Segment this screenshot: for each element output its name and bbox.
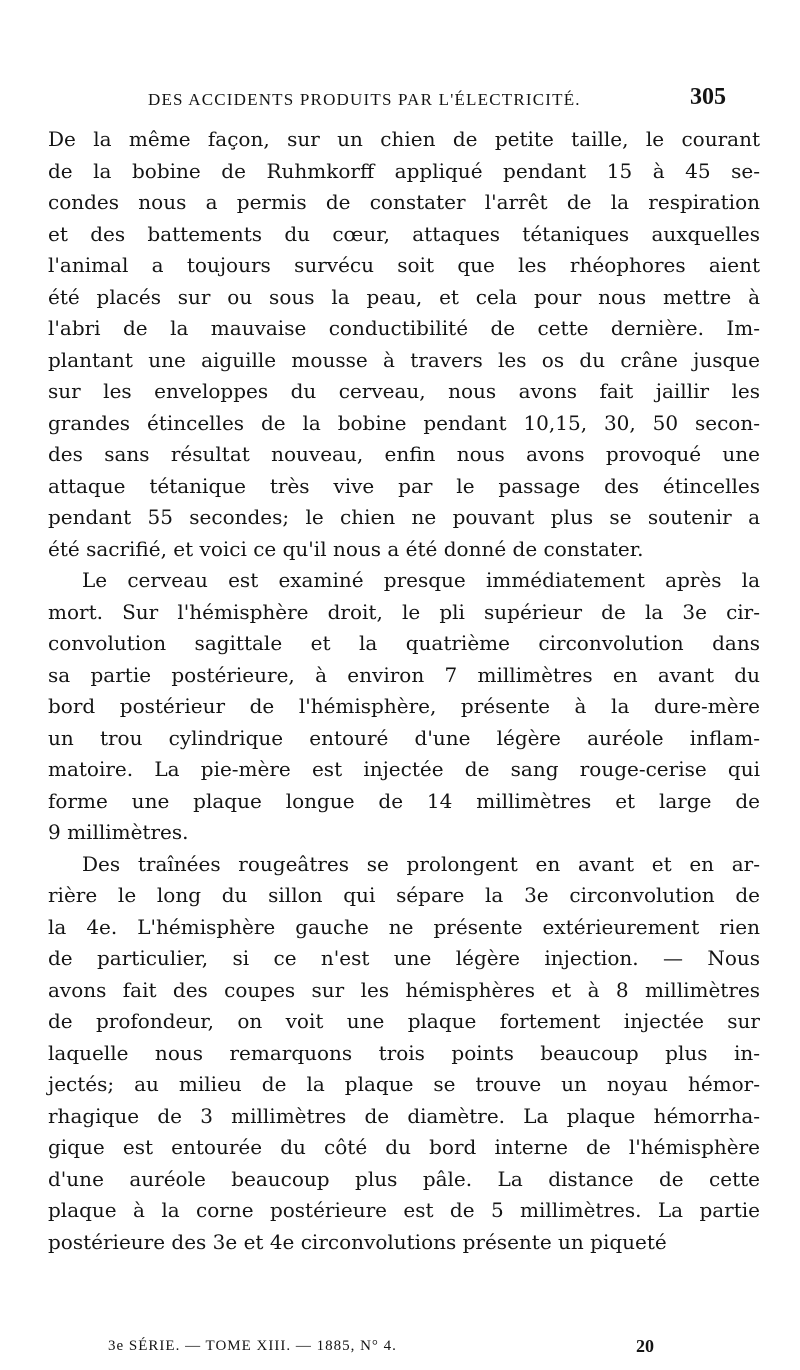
- text-line: de profondeur, on voit une plaque fortement injectée sur: [48, 1009, 760, 1033]
- text-line: laquelle nous remarquons trois points beaucoup plus in-: [48, 1040, 760, 1065]
- page-footer: [0, 1338, 800, 1362]
- text-line: de particulier, si ce n'est une légère injection. — Nous: [48, 946, 760, 970]
- page-number: 305: [690, 84, 726, 110]
- text-line: rière le long du sillon qui sépare la 3e circonvolution de: [48, 883, 760, 907]
- text-line: grandes étincelles de la bobine pendant 10,15, 30, 50 secon-: [48, 410, 760, 435]
- text-line: forme une plaque longue de 14 millimètres et large de: [48, 788, 760, 813]
- text-line: gique est entourée du côté du bord interne de l'hémisphère: [48, 1135, 760, 1159]
- text-line: pendant 55 secondes; le chien ne pouvant plus se soutenir a: [48, 505, 760, 529]
- text-line: rhagique de 3 millimètres de diamètre. La plaque hémorrha-: [48, 1103, 760, 1128]
- text-line: attaque tétanique très vive par le passage des étincelles: [48, 473, 760, 498]
- text-line: Le cerveau est examiné presque immédiatement après la: [82, 568, 760, 592]
- text-line: été sacrifié, et voici ce qu'il nous a été donné de constater.: [48, 536, 644, 561]
- text-line: l'animal a toujours survécu soit que les rhéophores aient: [48, 253, 760, 277]
- paragraph-2: [48, 565, 760, 849]
- running-title: DES ACCIDENTS PRODUITS PAR L'ÉLECTRICITÉ.: [148, 90, 581, 109]
- text-line: De la même façon, sur un chien de petite taille, le courant: [48, 127, 760, 151]
- text-line: et des battements du cœur, attaques tétaniques auxquelles: [48, 221, 760, 246]
- text-line: postérieure des 3e et 4e circonvolutions présente un piqueté: [48, 1229, 667, 1254]
- text-line: convolution sagittale et la quatrième circonvolution dans: [48, 631, 760, 655]
- text-line: la 4e. L'hémisphère gauche ne présente extérieurement rien: [48, 914, 760, 939]
- text-line: l'abri de la mauvaise conductibilité de cette dernière. Im-: [48, 316, 760, 340]
- text-line: sa partie postérieure, à environ 7 millimètres en avant du: [48, 662, 760, 687]
- running-head: [0, 86, 800, 116]
- text-line: d'une auréole beaucoup plus pâle. La distance de cette: [48, 1166, 760, 1191]
- body-text: [48, 124, 760, 1258]
- text-line: matoire. La pie-mère est injectée de sang rouge-cerise qui: [48, 757, 760, 781]
- text-line: condes nous a permis de constater l'arrêt de la respiration: [48, 190, 760, 214]
- footer-signature: 3e SÉRIE. — TOME XIII. — 1885, N° 4.: [108, 1338, 397, 1354]
- text-line: un trou cylindrique entouré d'une légère auréole inflam-: [48, 725, 760, 750]
- paragraph-1: [48, 124, 760, 565]
- text-line: de la bobine de Ruhmkorff appliqué pendant 15 à 45 se-: [48, 158, 760, 183]
- text-line: plaque à la corne postérieure est de 5 millimètres. La partie: [48, 1198, 760, 1222]
- text-line: été placés sur ou sous la peau, et cela pour nous mettre à: [48, 284, 760, 309]
- text-line: avons fait des coupes sur les hémisphères et à 8 millimètres: [48, 977, 760, 1002]
- text-line: des sans résultat nouveau, enfin nous avons provoqué une: [48, 442, 760, 466]
- text-line: bord postérieur de l'hémisphère, présente à la dure-mère: [48, 694, 760, 718]
- text-line: plantant une aiguille mousse à travers les os du crâne jusque: [48, 347, 760, 372]
- text-line: mort. Sur l'hémisphère droit, le pli supérieur de la 3e cir-: [48, 599, 760, 624]
- text-line: sur les enveloppes du cerveau, nous avons fait jaillir les: [48, 379, 760, 403]
- text-line: Des traînées rougeâtres se prolongent en avant et en ar-: [82, 851, 760, 876]
- text-line: 9 millimètres.: [48, 820, 189, 844]
- footer-sheet-number: 20: [636, 1336, 654, 1356]
- text-line: jectés; au milieu de la plaque se trouve un noyau hémor-: [48, 1072, 760, 1096]
- paragraph-3: [48, 849, 760, 1259]
